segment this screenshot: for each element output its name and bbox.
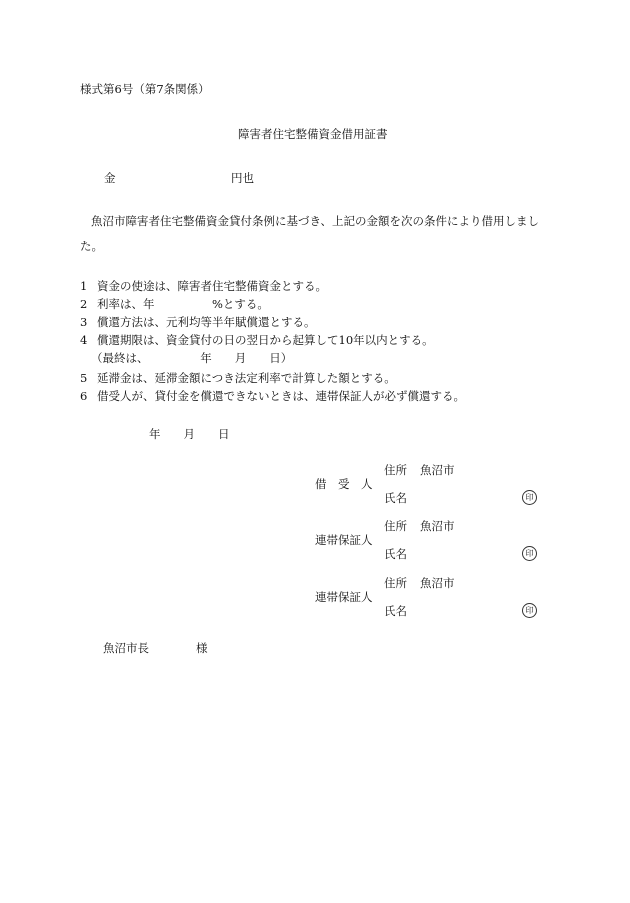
name-label: 氏名 [384,604,407,618]
party-role: 連帯保証人 [315,590,373,604]
addressee-honorific: 様 [196,641,208,655]
address-label: 住所 [384,463,407,477]
condition-number: 5 [80,371,88,385]
amount-prefix: 金 [104,171,116,185]
address-value: 魚沼市 [420,519,455,533]
intro-line-2: た。 [80,239,103,253]
seal-mark-icon: 印 [522,603,537,618]
party-role: 借 受 人 [315,477,373,491]
condition-text: 延滞金は、延滞金額につき法定利率で計算した額とする。 [97,371,396,385]
seal-mark-icon: 印 [522,490,537,505]
name-label: 氏名 [384,491,407,505]
party-role: 連帯保証人 [315,533,373,547]
condition-number: 2 [80,297,88,311]
condition-text: （最終は、 年 月 日） [91,351,293,365]
seal-mark-icon: 印 [522,546,537,561]
address-label: 住所 [384,576,407,590]
document-title: 障害者住宅整備資金借用証書 [238,127,388,141]
condition-text: 資金の使途は、障害者住宅整備資金とする。 [97,279,327,293]
condition-number: 1 [80,279,88,293]
addressee-name: 魚沼市長 [103,641,149,655]
address-value: 魚沼市 [420,576,455,590]
form-number: 様式第6号（第7条関係） [80,82,210,96]
amount-suffix: 円也 [231,171,254,185]
condition-number: 4 [80,333,88,347]
condition-number: 3 [80,315,88,329]
name-label: 氏名 [384,547,407,561]
condition-text: 利率は、年 %とする。 [97,297,269,311]
condition-text: 借受人が、貸付金を償還できないときは、連帯保証人が必ず償還する。 [97,389,465,403]
condition-number: 6 [80,389,88,403]
address-label: 住所 [384,519,407,533]
address-value: 魚沼市 [420,463,455,477]
condition-text: 償還方法は、元利均等半年賦償還とする。 [97,315,316,329]
condition-text: 償還期限は、資金貸付の日の翌日から起算して10年以内とする。 [97,333,434,347]
intro-line-1: 魚沼市障害者住宅整備資金貸付条例に基づき、上記の金額を次の条件により借用しまし [91,214,540,228]
date-line: 年 月 日 [149,427,230,441]
